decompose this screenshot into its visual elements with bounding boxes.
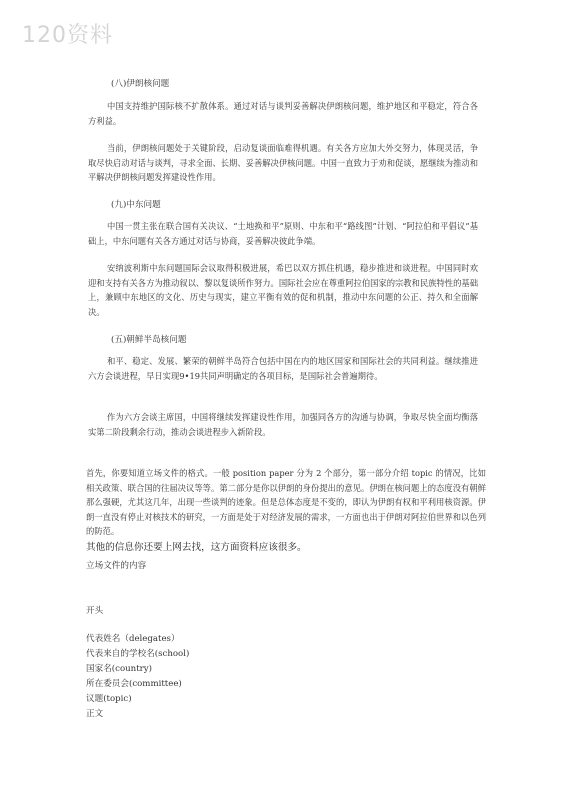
paragraph-iran-2: 当前，伊朗核问题处于关键阶段，启动复谈面临难得机遇。有关各方应加大外交努力，体现灵活，争取尽快启动对话与谈判，寻求全面、长期、妥善解决伊核问题。中国一直致力于劝和促谈，愿继续为推动和平解决伊朗核问题发挥建设性作用。 xyxy=(88,143,478,182)
field-topic: 议题(topic) xyxy=(86,694,132,704)
contents-heading: 立场文件的内容 xyxy=(86,561,147,571)
paragraph-korea-1: 和平、稳定、发展、繁荣的朝鲜半岛符合包括中国在内的地区国家和国际社会的共同利益。继续推进六方会谈进程，早日实现9•19共同声明确定的各项目标，是国际社会普遍期待。 xyxy=(88,356,478,381)
paragraph-korea-2: 作为六方会谈主席国，中国将继续发挥建设性作用，加强同各方的沟通与协调，争取尽快全面均衡落实第二阶段剩余行动，推动会谈进程步入新阶段。 xyxy=(88,412,478,437)
field-delegates: 代表姓名（delegates） xyxy=(86,634,180,644)
paragraph-mideast-1: 中国一贯主张在联合国有关决议、“土地换和平”原则、中东和平“路线图”计划、“阿拉伯和平倡议”基础上，中东问题有关各方通过对话与协商，妥善解决彼此争端。 xyxy=(88,221,478,246)
intro-paragraph: 首先，你要知道立场文件的格式。一般 position paper 分为 2 个部分，第一部分介绍 topic 的情况，比如相关政策、联合国的往届决议等等。第二部分是你以伊朗的身份提出的意见。伊朗在核问题上的态度没有朝鲜那么强硬，尤其这几年，出现一些谈判的迹象。但是总体态度是不变的，即认为伊朗有权和平利用核资源。伊朗一直没有停止对核技术的研究，一方面是处于对经济发展的需求，一方面也出于伊朗对阿拉伯世界和以色列的防范。 xyxy=(86,468,486,537)
section-title-korea: (五)朝鲜半岛核问题 xyxy=(111,335,187,345)
section-title-mideast: (九)中东问题 xyxy=(111,200,161,210)
field-school: 代表来自的学校名(school) xyxy=(86,649,190,659)
paragraph-mideast-2: 安纳波利斯中东问题国际会议取得积极进展，希巴以双方抓住机遇，稳步推进和谈进程。中国同时欢迎和支持有关各方为推动叙以、黎以复谈所作努力。国际社会应在尊重阿拉伯国家的宗教和民族特性的基础上，兼顾中东地区的文化、历史与现实，建立平衡有效的促和机制，推动中东问题的公正、持久和全面解决。 xyxy=(88,263,478,317)
section-title-iran: (八)伊朗核问题 xyxy=(111,79,170,89)
field-committee: 所在委员会(committee) xyxy=(86,679,182,689)
opening-label: 开头 xyxy=(86,606,104,616)
field-country: 国家名(country) xyxy=(86,664,152,674)
paragraph-iran-1: 中国支持维护国际核不扩散体系。通过对话与谈判妥善解决伊朗核问题，维护地区和平稳定，符合各方利益。 xyxy=(88,101,478,126)
other-info-line: 其他的信息你还要上网去找，这方面资料应该很多。 xyxy=(86,542,307,553)
watermark-logo: 120资料 xyxy=(22,23,113,48)
field-body: 正文 xyxy=(86,709,104,719)
